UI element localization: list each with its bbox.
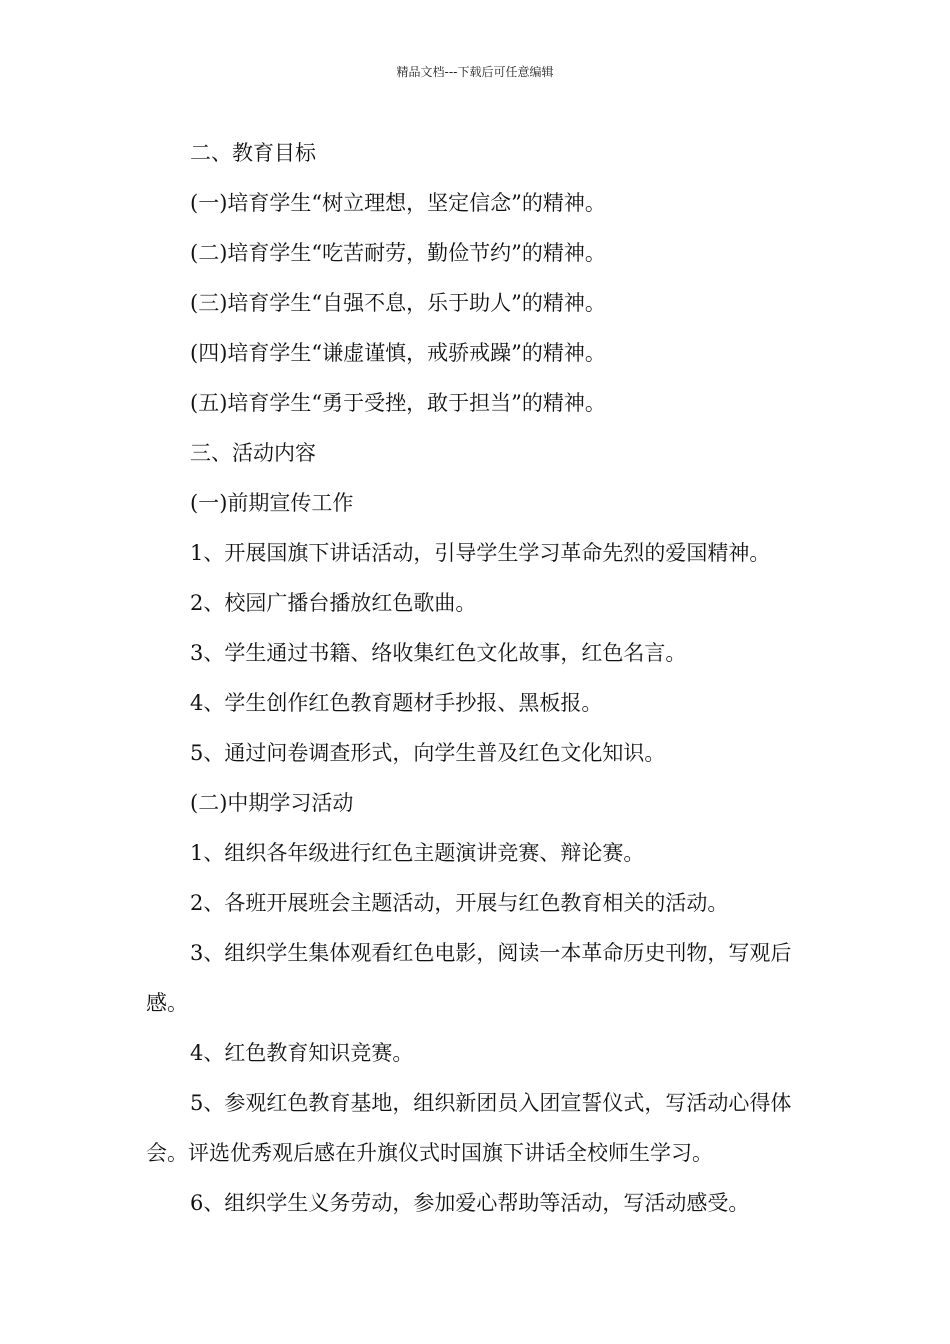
section-heading-goals: 二、教育目标 bbox=[190, 141, 316, 165]
activity-item: 1、组织各年级进行红色主题演讲竞赛、辩论赛。 bbox=[190, 841, 645, 865]
activity-item: 4、学生创作红色教育题材手抄报、黑板报。 bbox=[190, 691, 603, 715]
activity-item: 3、学生通过书籍、络收集红色文化故事，红色名言。 bbox=[190, 641, 687, 665]
activity-item: 1、开展国旗下讲话活动，引导学生学习革命先烈的爱国精神。 bbox=[190, 541, 771, 565]
section-heading-activities: 三、活动内容 bbox=[190, 441, 316, 465]
goal-item: (三)培育学生“自强不息，乐于助人”的精神。 bbox=[190, 291, 606, 315]
activity-item: 2、各班开展班会主题活动，开展与红色教育相关的活动。 bbox=[190, 891, 729, 915]
subsection-heading-early: (一)前期宣传工作 bbox=[190, 491, 354, 515]
subsection-heading-mid: (二)中期学习活动 bbox=[190, 791, 354, 815]
activity-item: 2、校园广播台播放红色歌曲。 bbox=[190, 591, 477, 615]
goal-item: (五)培育学生“勇于受挫，敢于担当”的精神。 bbox=[190, 391, 606, 415]
activity-item: 4、红色教育知识竞赛。 bbox=[190, 1041, 414, 1065]
activity-item: 3、组织学生集体观看红色电影，阅读一本革命历史刊物，写观后感。 bbox=[146, 941, 792, 1015]
document-body bbox=[146, 128, 808, 1228]
goal-item: (二)培育学生“吃苦耐劳，勤俭节约”的精神。 bbox=[190, 241, 606, 265]
activity-item: 5、参观红色教育基地，组织新团员入团宣誓仪式，写活动心得体会。评选优秀观后感在升旗仪式时国旗下讲话全校师生学习。 bbox=[146, 1091, 792, 1165]
activity-item: 6、组织学生义务劳动，参加爱心帮助等活动，写活动感受。 bbox=[190, 1191, 750, 1215]
goal-item: (一)培育学生“树立理想，坚定信念”的精神。 bbox=[190, 191, 606, 215]
goal-item: (四)培育学生“谦虚谨慎，戒骄戒躁”的精神。 bbox=[190, 341, 606, 365]
activity-item: 5、通过问卷调查形式，向学生普及红色文化知识。 bbox=[190, 741, 666, 765]
page-header: 精品文档---下载后可任意编辑 bbox=[396, 65, 554, 79]
